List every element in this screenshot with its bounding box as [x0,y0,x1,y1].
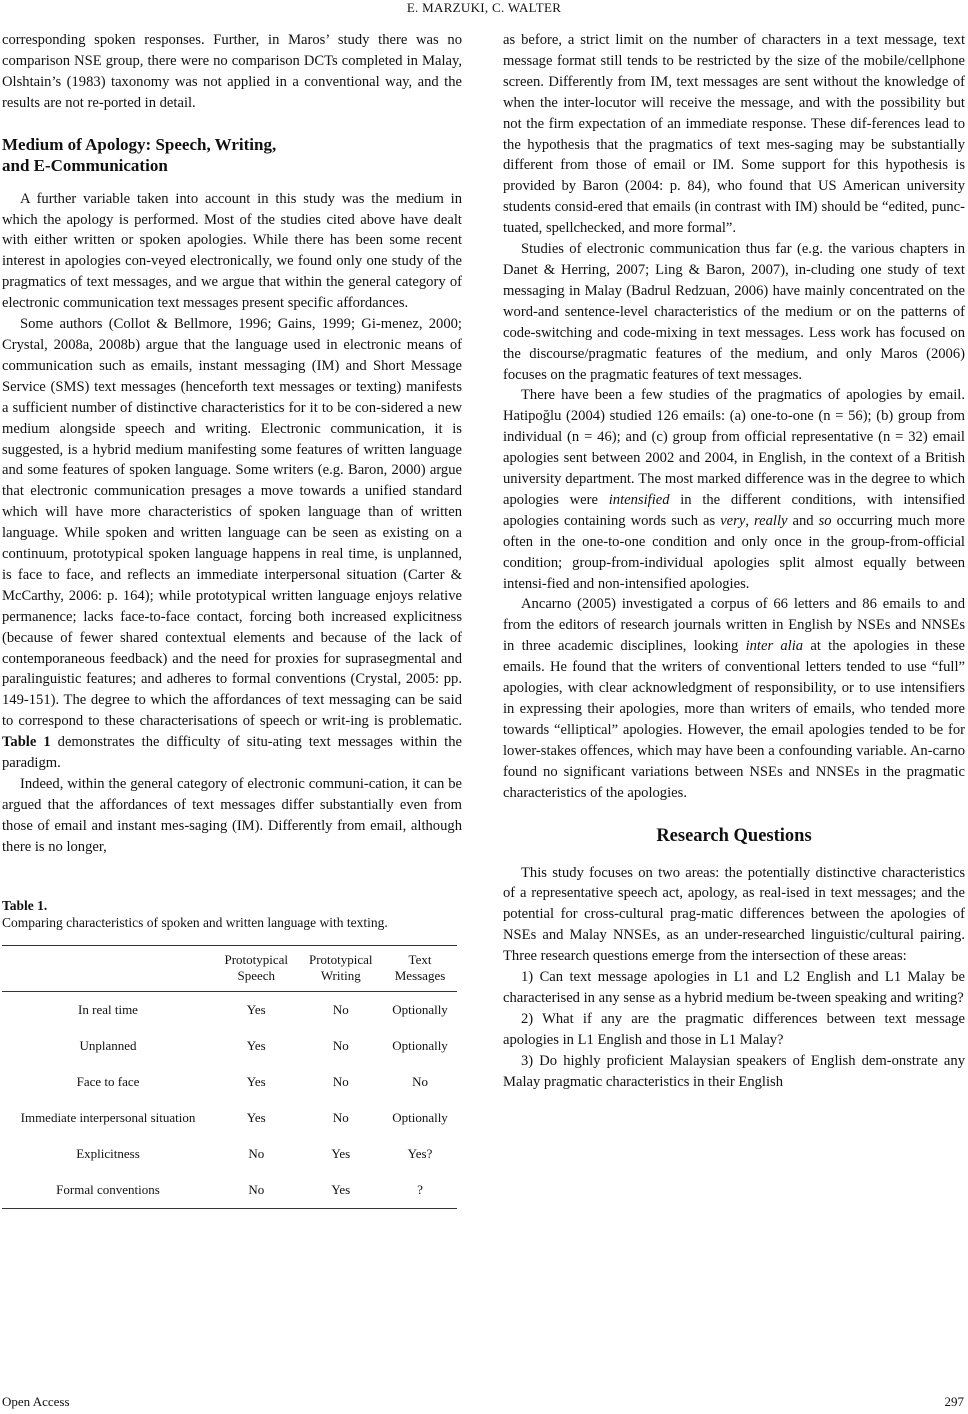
running-head: E. MARZUKI, C. WALTER [406,0,562,15]
row-label: In real time [78,1001,138,1017]
right-column [503,30,965,1093]
paragraph: Indeed, within the general category of electronic communi-cation, it can be argued that the affordances of text messages differ substantially even from those of email and instant mes-saging (IM). Differently from email, although there is no longer, [2,776,462,855]
table-title: Table 1. [2,897,48,913]
section-heading-research-questions: Research Questions [656,825,812,846]
italic-term: intensified [608,491,670,508]
cell-text: Optionally [392,1001,448,1017]
table-ref: Table 1 [2,734,51,751]
cell-writing: Yes [331,1145,351,1161]
research-question-1: 1) Can text message apologies in L1 and L2 English and L1 Malay be characterised in any sense as a hybrid medium be-tween speaking and writing? [503,969,965,1006]
left-column [2,30,462,1209]
italic-term: so [818,512,832,529]
row-label: Formal conventions [56,1181,160,1197]
text-run: and [792,512,814,529]
section-heading-medium [2,134,462,176]
table-row [2,991,457,1028]
section-heading-line: Medium of Apology: Speech, Writing, [2,134,277,154]
paragraph: Studies of electronic communication thus far (e.g. the various chapters in Danet & Herring, 2007; Ling & Baron, 2007), in-cluding one study of text messaging in Malay (Badrul Redzuan, 2006) have mainly concentrated on the word-and sentence-level characteristics of the medium or on the patterns of code-switching and code-mixing in text messages. Less work has focused on the discourse/pragmatic features of the medium, and only Maros (2006) focuses on the pragmatic features of text messages. [503,241,965,383]
row-label: Unplanned [79,1037,137,1053]
cell-speech: Yes [246,1109,266,1125]
research-question-2: 2) What if any are the pragmatic differences between text message apologies in L1 English and those in L1 Malay? [503,1010,965,1048]
cell-speech: No [248,1181,265,1197]
cell-text: ? [417,1181,423,1197]
header-speech: Prototypical Speech [224,951,289,983]
table-row [2,1172,457,1209]
cell-speech: No [248,1145,265,1161]
paragraph: A further variable taken into account in this study was the medium in which the apology is performed. Most of the studies cited above have dealt with either written or spoken apologies. While there has been some recent interest in apologies con-veyed electronically, we found only one study of the pragmatics of text messages, and we argue that within the general category of electronic communication text messages present specific affordances. [2,190,462,312]
cell-speech: Yes [246,1073,266,1089]
research-question-3: 3) Do highly proficient Malaysian speakers of English dem-onstrate any Malay pragmatic characteristics in their English [503,1052,965,1090]
footer-open-access: Open Access [2,1394,70,1409]
italic-term: very [720,512,746,529]
text-run: Ancarno (2005) investigated a corpus of 66 letters and 86 emails to and from the editors of research journals written in English by NSEs and NNSEs in three academic disciplines, looking [503,596,965,655]
text-run: Some authors (Collot & Bellmore, 1996; Gains, 1999; Gi-menez, 2000; Crystal, 2008a, 2008b) argue that the language used in electronic means of communication such as emails, instant messaging (IM) and Short Message Service (SMS) text messages (henceforth text messages or texting) manifests a sufficient number of distinctive characteristics for it to be con-sidered a new medium alongside speech and writing. Electronic communication, it is suggested, is a hybrid medium manifesting some features of written language and some features of spoken language. Some writers (e.g. Baron, 2000) argue that electronic communication presages a move towards a unified standard which will have more characteristics of spoken language than of written language. While spoken and written language can be seen as existing on a continuum, prototypical spoken language happens in real time, is unplanned, is face to face, and reflects an immediate interpersonal situation (Carter & McCarthy, 2006: p. 164); while prototypical written language enjoys relative permanence; lacks face-to-face contact, forcing both increased explicitness (because of fewer shared contextual elements and because of the lack of contemporaneous feedback) and the need for proxies for suprasegmental and paralinguistic features; and adheres to formal conventions (Crystal, 2005: pp. 149-151). The degree to which the affordances of text messaging can be said to correspond to these characterisations of speech or writ-ing is problematic. [2,316,462,730]
paragraph: as before, a strict limit on the number of characters in a text message, text message format still tends to be restricted by the size of the mobile/cellphone screen. Differently from IM, text messages are sent without the knowledge of when the inter-locutor will receive the message, and with the possibility but not the firm expectation of an immediate response. These dif-ferences lead to the hypothesis that the pragmatics of text mes-saging may be substantially different from those of email or IM. Some support for this hypothesis is provided by Baron (2004: p. 84), who found that US American university students consid-ered that emails (in contrast with IM) should be “edited, punc-tuated, spellchecked, and more formal”. [503,32,965,237]
text-run: in the different conditions, with intensified apologies containing words such as [503,491,965,529]
cell-text: Optionally [392,1109,448,1125]
table-row [2,1100,457,1136]
text-run: There have been a few studies of the pragmatics of apologies by email. Hatipoğlu (2004) studied 126 emails: (a) one-to-one (n = 56); (b) group from individual (n = 46); and (c) group from official representative (n = 32) email apologies sent between 2002 and 2004, in English, in the context of a British university department. The most marked difference was in the degree to which apologies were [503,387,965,508]
cell-speech: Yes [246,1001,266,1017]
comparison-table [2,945,457,1209]
cell-text: No [412,1073,428,1089]
section-heading-line: and E-Communication [2,155,168,175]
text-run: at the apologies in these emails. He found that the writers of conventional letters tended to use “full” apologies, with clear acknowledgment of responsibility, or to use intensifiers in expressing their apologies, more than writers of emails, who tended more towards “elliptical” apologies. However, the email apologies tended to be for lower-stakes offences, which may have been a confounding variable. An-carno found no significant variations between NSEs and NNSEs in the pragmatic characteristics of the apologies. [503,638,966,801]
italic-term: really [754,512,788,529]
cell-writing: Yes [331,1181,351,1197]
cell-speech: Yes [246,1037,266,1053]
table-row [2,1028,457,1064]
text-run: , [745,512,749,529]
table-block [2,898,462,1209]
table-row [2,1136,457,1172]
row-label: Face to face [76,1073,140,1089]
cell-writing: No [332,1073,349,1089]
table-row [2,1064,457,1100]
header-writing: Prototypical Writing [309,951,373,983]
text-run: occurring much more often in the one-to-one condition and only once in the group-from-official condition; group-from-individual apologies split almost equally between intensi-fied and non-intensified apologies. [503,512,965,592]
paragraph: corresponding spoken responses. Further, in Maros’ study there was no comparison NSE group, there were no comparison DCTs completed in Malay, Olshtain’s (1983) taxonomy was not applied in a conventional way, and the results are not re-ported in detail. [2,32,462,111]
cell-writing: No [332,1037,349,1053]
row-label: Explicitness [76,1145,140,1161]
cell-writing: No [332,1001,349,1017]
paragraph [503,385,965,594]
table-header-row [2,945,457,991]
table-caption: Comparing characteristics of spoken and written language with texting. [2,914,388,930]
paragraph [2,314,462,774]
cell-writing: No [332,1109,349,1125]
italic-term: inter alia [745,638,804,655]
paragraph [503,594,965,803]
header-text-messages: Text Messages [394,951,446,983]
cell-text: Yes? [407,1145,433,1161]
text-run: demonstrates the difficulty of situ-ating text messages within the paradigm. [2,734,462,772]
cell-text: Optionally [392,1037,448,1053]
header-empty [2,945,214,991]
page-number: 297 [944,1394,964,1409]
row-label: Immediate interpersonal situation [20,1109,196,1125]
paragraph: This study focuses on two areas: the potentially distinctive characteristics of a representative speech act, apology, as real-ised in text messages; and the potential for cross-cultural prag-matic differences between the apologies of NSEs and Malay NNSEs, as an under-researched linguistic/cultural pairing. Three research questions emerge from the intersection of these areas: [503,864,965,965]
